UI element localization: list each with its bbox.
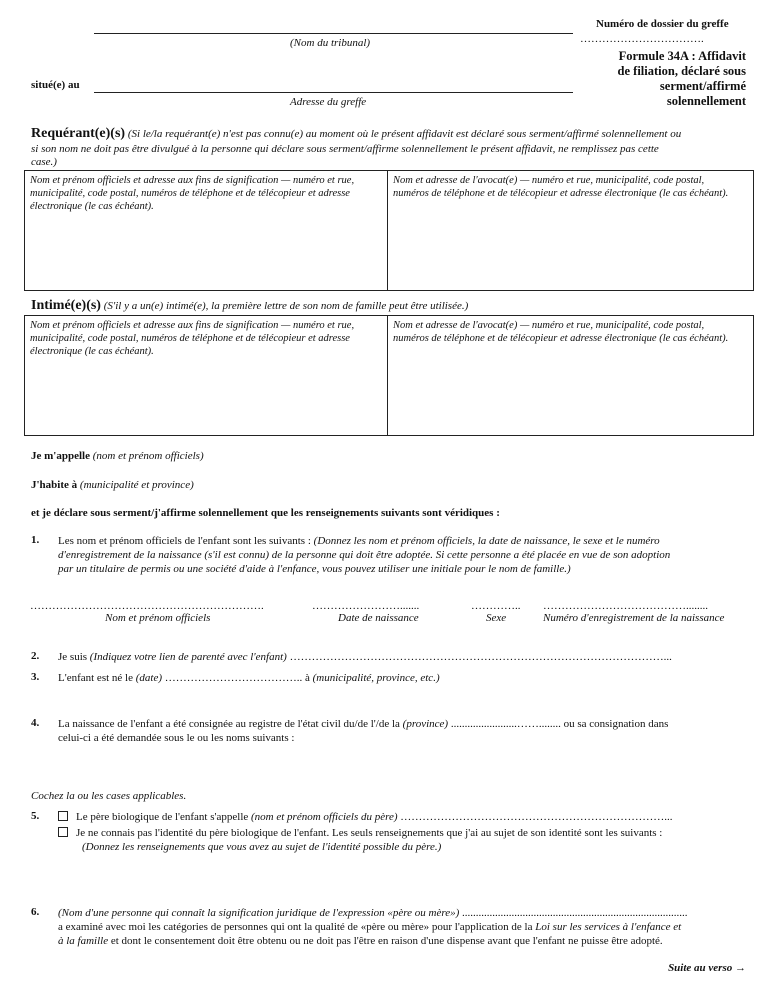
item4-row[interactable] <box>58 717 768 731</box>
item6-row[interactable] <box>58 906 768 920</box>
item4-province-hint: (province) <box>402 718 449 730</box>
respondent-lawyer-label: Nom et adresse de l'avocat(e) — numéro et rue, municipalité, code postal, numéros de téléphone et de télécopieur et adresse électronique (le cas échéant). <box>393 320 729 344</box>
item-number: 3. <box>31 671 40 683</box>
applicant-party-label: Nom et prénom officiels et adresse aux fins de signification — numéro et rue, municipalité, code postal, numéros de téléphone et de télécopieur et adresse électronique (le cas échéant). <box>30 175 355 212</box>
located-at-label: situé(e) au <box>31 79 80 91</box>
respondent-note: (S'il y a un(e) intimé(e), la première lettre de son nom de famille peut être utilisée.) <box>103 300 469 312</box>
item5-option1-text: Le père biologique de l'enfant s'appelle <box>76 811 249 823</box>
declaration-statement: et je déclare sous serment/j'affirme solennellement que les renseignements suivants sont véridiques : <box>31 507 500 519</box>
declarant-residence-label: J'habite à <box>31 479 78 491</box>
item2-text: Je suis <box>58 651 88 663</box>
qualified-person-field[interactable]: .................................................................................. <box>462 907 688 919</box>
relationship-field[interactable]: …………………………………………………………………………………………... <box>289 651 672 663</box>
item1-instructions-cont: par un titulaire de permis ou une société d'aide à l'enfance, vous pouvez utiliser une initiale pour le nom de famille.) <box>58 563 571 575</box>
declarant-name-row[interactable] <box>31 450 204 462</box>
item6-hint: (Nom d'une personne qui connaît la signification juridique de l'expression «père ou mère») <box>58 907 460 919</box>
item4-text: La naissance de l'enfant a été consignée au registre de l'état civil du/de l'/de la <box>58 718 400 730</box>
declarant-name-label: Je m'appelle <box>31 450 90 462</box>
item-number: 2. <box>31 650 40 662</box>
child-registration-label: Numéro d'enregistrement de la naissance <box>543 612 725 624</box>
form-title-line: de filiation, déclaré sous <box>617 64 746 78</box>
applicant-box <box>24 170 754 291</box>
item-number: 1. <box>31 534 40 546</box>
item1-instructions: (Donnez les nom et prénom officiels, la date de naissance, le sexe et le numéro <box>313 535 660 547</box>
item5-option-unknown[interactable] <box>58 826 773 840</box>
item3-date-hint: (date) <box>135 672 162 684</box>
applicant-section-header <box>31 127 751 141</box>
continued-on-back: Suite au verso → <box>668 962 746 974</box>
birthdate-field[interactable]: ……………………………….. à <box>164 672 310 684</box>
form-title <box>560 49 746 109</box>
item5-option-known[interactable] <box>58 810 768 824</box>
child-sex-label: Sexe <box>486 612 507 624</box>
court-address-line[interactable] <box>94 92 573 93</box>
court-name-label: (Nom du tribunal) <box>290 37 371 49</box>
item6-law-name-cont: à la famille <box>58 935 109 947</box>
applicant-note-cont: case.) <box>31 156 57 168</box>
declarant-residence-row[interactable] <box>31 479 194 491</box>
item3-place-hint: (municipalité, province, etc.) <box>312 672 440 684</box>
item1-text-plain: Les nom et prénom officiels de l'enfant sont les suivants : <box>58 535 311 547</box>
child-name-label: Nom et prénom officiels <box>105 612 211 624</box>
file-number-field[interactable]: ……………………………. <box>580 33 704 45</box>
declarant-residence-hint: (municipalité et province) <box>79 479 194 491</box>
item6-text-cont: et dont le consentement doit être obtenu ou ne doit pas l'être en raison d'une dispense avant que l'enfant ne puisse être adopté. <box>110 935 663 947</box>
father-known-checkbox[interactable] <box>58 811 68 821</box>
item6-line2 <box>58 920 773 934</box>
item3-text: L'enfant est né le <box>58 672 133 684</box>
item5-option1-hint: (nom et prénom officiels du père) <box>251 811 398 823</box>
item-number: 4. <box>31 717 40 729</box>
court-address-label: Adresse du greffe <box>290 96 367 108</box>
item4-text-line2: celui-ci a été demandée sous le ou les noms suivants : <box>58 732 295 744</box>
item-number: 6. <box>31 906 40 918</box>
respondent-party-label: Nom et prénom officiels et adresse aux fins de signification — numéro et rue, municipalité, code postal, numéros de téléphone et de télécopieur et adresse électronique (le cas échéant). <box>30 320 355 357</box>
item2-hint: (Indiquez votre lien de parenté avec l'enfant) <box>89 651 287 663</box>
respondent-box <box>24 315 754 436</box>
applicant-lawyer-cell[interactable] <box>388 171 753 290</box>
form-title-line: solennellement <box>666 94 746 108</box>
item3-row[interactable] <box>58 671 758 685</box>
applicant-note: (Si le/la requérant(e) n'est pas connu(e) au moment où le présent affidavit est déclaré sous serment/affirmé solennellement ou <box>127 128 682 140</box>
respondent-heading: Intimé(e)(s) <box>31 298 101 313</box>
court-name-line[interactable] <box>94 33 573 34</box>
respondent-section-header <box>31 298 751 314</box>
child-birthdate-label: Date de naissance <box>338 612 419 624</box>
item2-row[interactable] <box>58 650 763 664</box>
item5-option2-hint: (Donnez les renseignements que vous avez au sujet de l'identité possible du père.) <box>82 841 442 853</box>
item5-option2-text: Je ne connais pas l'identité du père biologique de l'enfant. Les seuls renseignements que j'ai au sujet de son identité sont les suivants : <box>76 827 663 839</box>
applicant-party-cell[interactable] <box>25 171 388 290</box>
item1-text <box>58 534 758 548</box>
form-title-line: serment/affirmé <box>659 79 746 93</box>
respondent-lawyer-cell[interactable] <box>388 316 753 435</box>
child-sex-field[interactable]: ………….. <box>471 600 521 612</box>
child-birthdate-field[interactable]: ……………………....... <box>312 600 420 612</box>
item6-text: a examiné avec moi les catégories de personnes qui ont la qualité de «père ou mère» pour l'application de la <box>58 921 533 933</box>
item1-instructions-cont: d'enregistrement de la naissance (s'il est connu) de la personne qui doit être adoptée. Si cette personne a été placée en vue de son adoption <box>58 549 671 561</box>
applicant-heading: Requérant(e)(s) <box>31 126 126 141</box>
item4-text-cont: ou sa consignation dans <box>563 718 669 730</box>
father-unknown-checkbox[interactable] <box>58 827 68 837</box>
applicant-lawyer-label: Nom et adresse de l'avocat(e) — numéro et rue, municipalité, code postal, numéros de téléphone et de télécopieur et adresse électronique (le cas échéant). <box>393 175 729 199</box>
item6-law-name: Loi sur les services à l'enfance et <box>535 921 682 933</box>
province-field[interactable]: ........................……........ <box>450 718 561 730</box>
check-instruction: Cochez la ou les cases applicables. <box>31 790 187 802</box>
applicant-note-cont: si son nom ne doit pas être divulgué à la personne qui déclare sous serment/affirme solennellement le présent affidavit, ne remplissez pas cette <box>31 143 659 155</box>
child-name-field[interactable]: ………………………………………………………. <box>30 600 264 612</box>
item6-line3 <box>58 934 773 948</box>
declarant-name-hint: (nom et prénom officiels) <box>92 450 204 462</box>
form-title-line: Formule 34A : Affidavit <box>618 49 746 63</box>
file-number-label: Numéro de dossier du greffe <box>596 18 729 30</box>
father-name-field[interactable]: ………………………………………………………………... <box>400 811 673 823</box>
item-number: 5. <box>31 810 40 822</box>
respondent-party-cell[interactable] <box>25 316 388 435</box>
child-registration-field[interactable]: …………………………………........ <box>543 600 708 612</box>
